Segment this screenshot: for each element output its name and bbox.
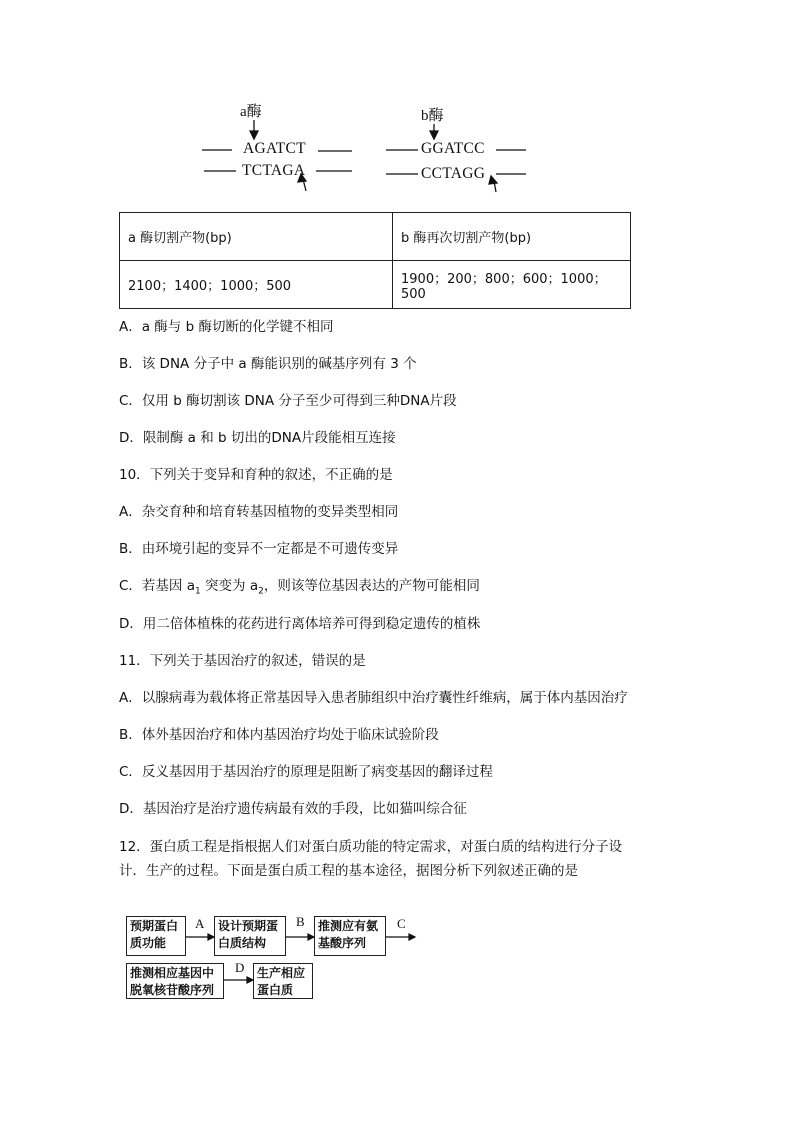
- q10-option-d: D．用二倍体植株的花药进行离体培养可得到稳定遗传的植株: [119, 616, 481, 632]
- table-header-a: a 酶切割产物(bp): [120, 213, 393, 261]
- flow-box-expected-function: 预期蛋白 质功能: [126, 916, 186, 956]
- flow-label-b: B: [296, 914, 305, 929]
- q10-option-a: A．杂交育种和培育转基因植物的变异类型相同: [119, 504, 399, 520]
- q10-option-c: C．若基因 $a_1$ 突变为 $a_2$，则该等位基因表达的产物可能相同: [119, 578, 480, 597]
- q9-option-c: C．仅用 b 酶切割该 DNA 分子至少可得到三种DNA片段: [119, 393, 457, 409]
- table-row: [120, 213, 631, 261]
- q11-option-b: B．体外基因治疗和体内基因治疗均处于临床试验阶段: [119, 727, 439, 743]
- q11-option-c: C．反义基因用于基因治疗的原理是阻断了病变基因的翻译过程: [119, 764, 493, 780]
- q12-stem-line2: 计．生产的过程。下面是蛋白质工程的基本途径，据图分析下列叙述正确的是: [119, 863, 578, 879]
- flow-box-produce-protein: 生产相应 蛋白质: [253, 963, 313, 999]
- table-cell-b: 1900；200；800；600；1000；500: [393, 261, 631, 309]
- table-cell-a: 2100；1400；1000；500: [120, 261, 393, 309]
- flow-label-a: A: [195, 916, 205, 931]
- q9-option-a: A．a 酶与 b 酶切断的化学键不相同: [119, 319, 334, 335]
- q11-stem: 11．下列关于基因治疗的叙述，错误的是: [119, 653, 366, 669]
- flow-arrows: [180, 925, 420, 995]
- enzyme-b-label: b酶: [421, 108, 444, 124]
- table-row: [120, 261, 631, 309]
- enzyme-a-label: a酶: [240, 104, 262, 120]
- q9-option-b: B．该 DNA 分子中 a 酶能识别的碱基序列有 3 个: [119, 356, 417, 372]
- table-header-b: b 酶再次切割产物(bp): [393, 213, 631, 261]
- flow-label-c: C: [397, 916, 406, 931]
- flow-box-design-structure: 设计预期蛋 白质结构: [214, 916, 286, 956]
- seq-a-top: AGATCT: [243, 140, 306, 157]
- q11-option-d: D．基因治疗是治疗遗传病最有效的手段，比如猫叫综合征: [119, 801, 467, 817]
- cut-products-table: [119, 212, 631, 309]
- q10-option-b: B．由环境引起的变异不一定都是不可遗传变异: [119, 541, 399, 557]
- q10-stem: 10．下列关于变异和育种的叙述，不正确的是: [119, 467, 393, 483]
- flow-box-infer-nucleotides: 推测相应基因中 脱氧核苷酸序列: [126, 963, 224, 999]
- q11-option-a: A．以腺病毒为载体将正常基因导入患者肺组织中治疗囊性纤维病，属于体内基因治疗: [119, 690, 628, 706]
- q12-stem-line1: 12．蛋白质工程是指根据人们对蛋白质功能的特定需求，对蛋白质的结构进行分子设: [119, 839, 623, 855]
- q9-option-d: D．限制酶 a 和 b 切出的DNA片段能相互连接: [119, 430, 396, 446]
- seq-b-top: GGATCC: [421, 140, 485, 157]
- seq-a-bottom: TCTAGA: [242, 162, 306, 179]
- flow-label-d: D: [235, 960, 245, 975]
- flow-box-infer-amino-acids: 推测应有氨 基酸序列: [314, 916, 386, 956]
- seq-b-bottom: CCTAGG: [421, 165, 486, 182]
- enzyme-site-lines: [190, 118, 540, 198]
